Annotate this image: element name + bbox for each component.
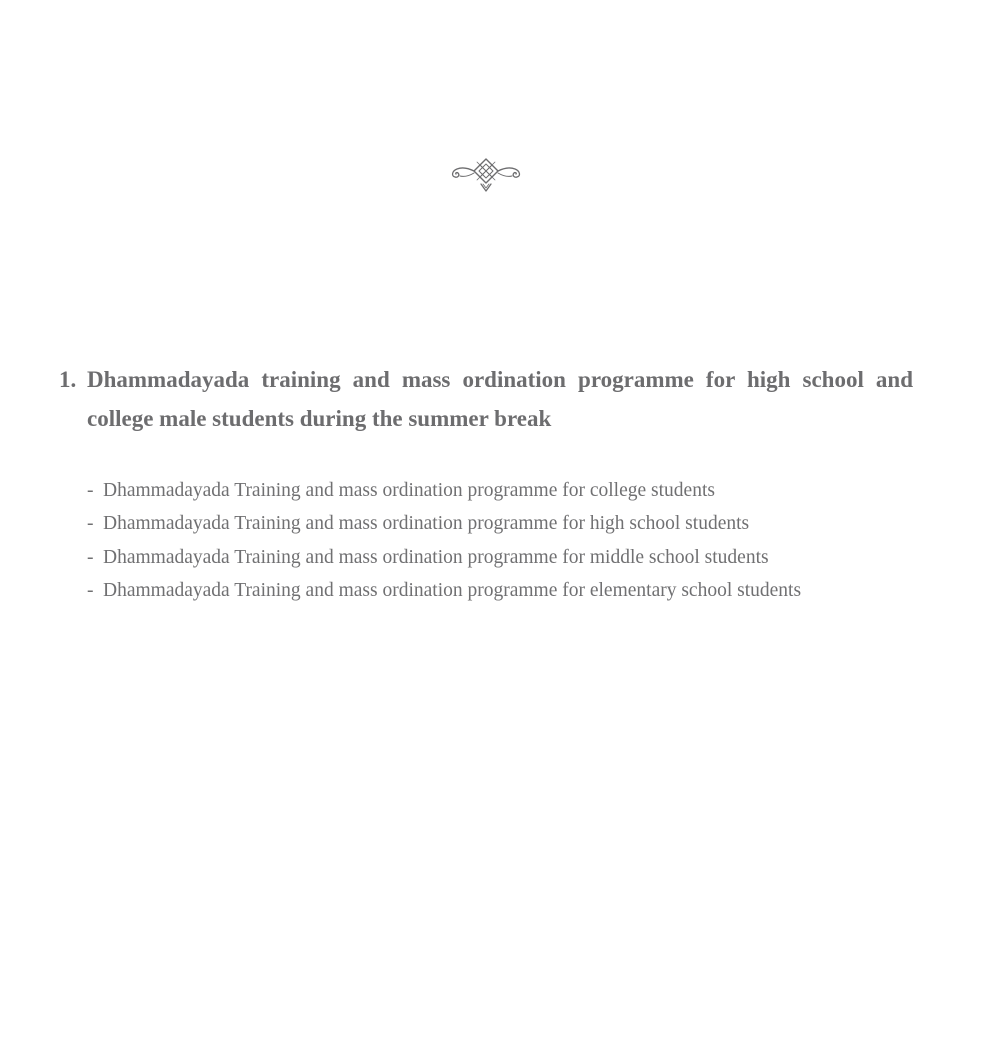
list-item-text: Dhammadayada Training and mass ordination programme for college students — [103, 480, 715, 501]
list-item — [87, 541, 887, 574]
section-title: Dhammadayada training and mass ordination programme for high school and college male students during the summer break — [87, 367, 913, 431]
list-bullet: - — [87, 513, 94, 535]
list-item-text: Dhammadayada Training and mass ordination programme for elementary school students — [103, 579, 802, 601]
list-bullet: - — [87, 546, 94, 568]
list-item-text: Dhammadayada Training and mass ordination programme for high school students — [103, 513, 750, 535]
list-item — [87, 574, 887, 607]
list-item — [87, 474, 887, 507]
programme-section — [59, 360, 913, 601]
programme-list — [87, 474, 887, 607]
section-heading — [59, 360, 913, 438]
endless-knot-flourish-icon — [448, 155, 524, 197]
list-item — [87, 507, 887, 540]
list-bullet: - — [87, 480, 94, 501]
list-item-text: Dhammadayada Training and mass ordination programme for middle school students — [103, 546, 769, 568]
section-number: 1. — [59, 367, 77, 392]
list-bullet: - — [87, 579, 94, 601]
